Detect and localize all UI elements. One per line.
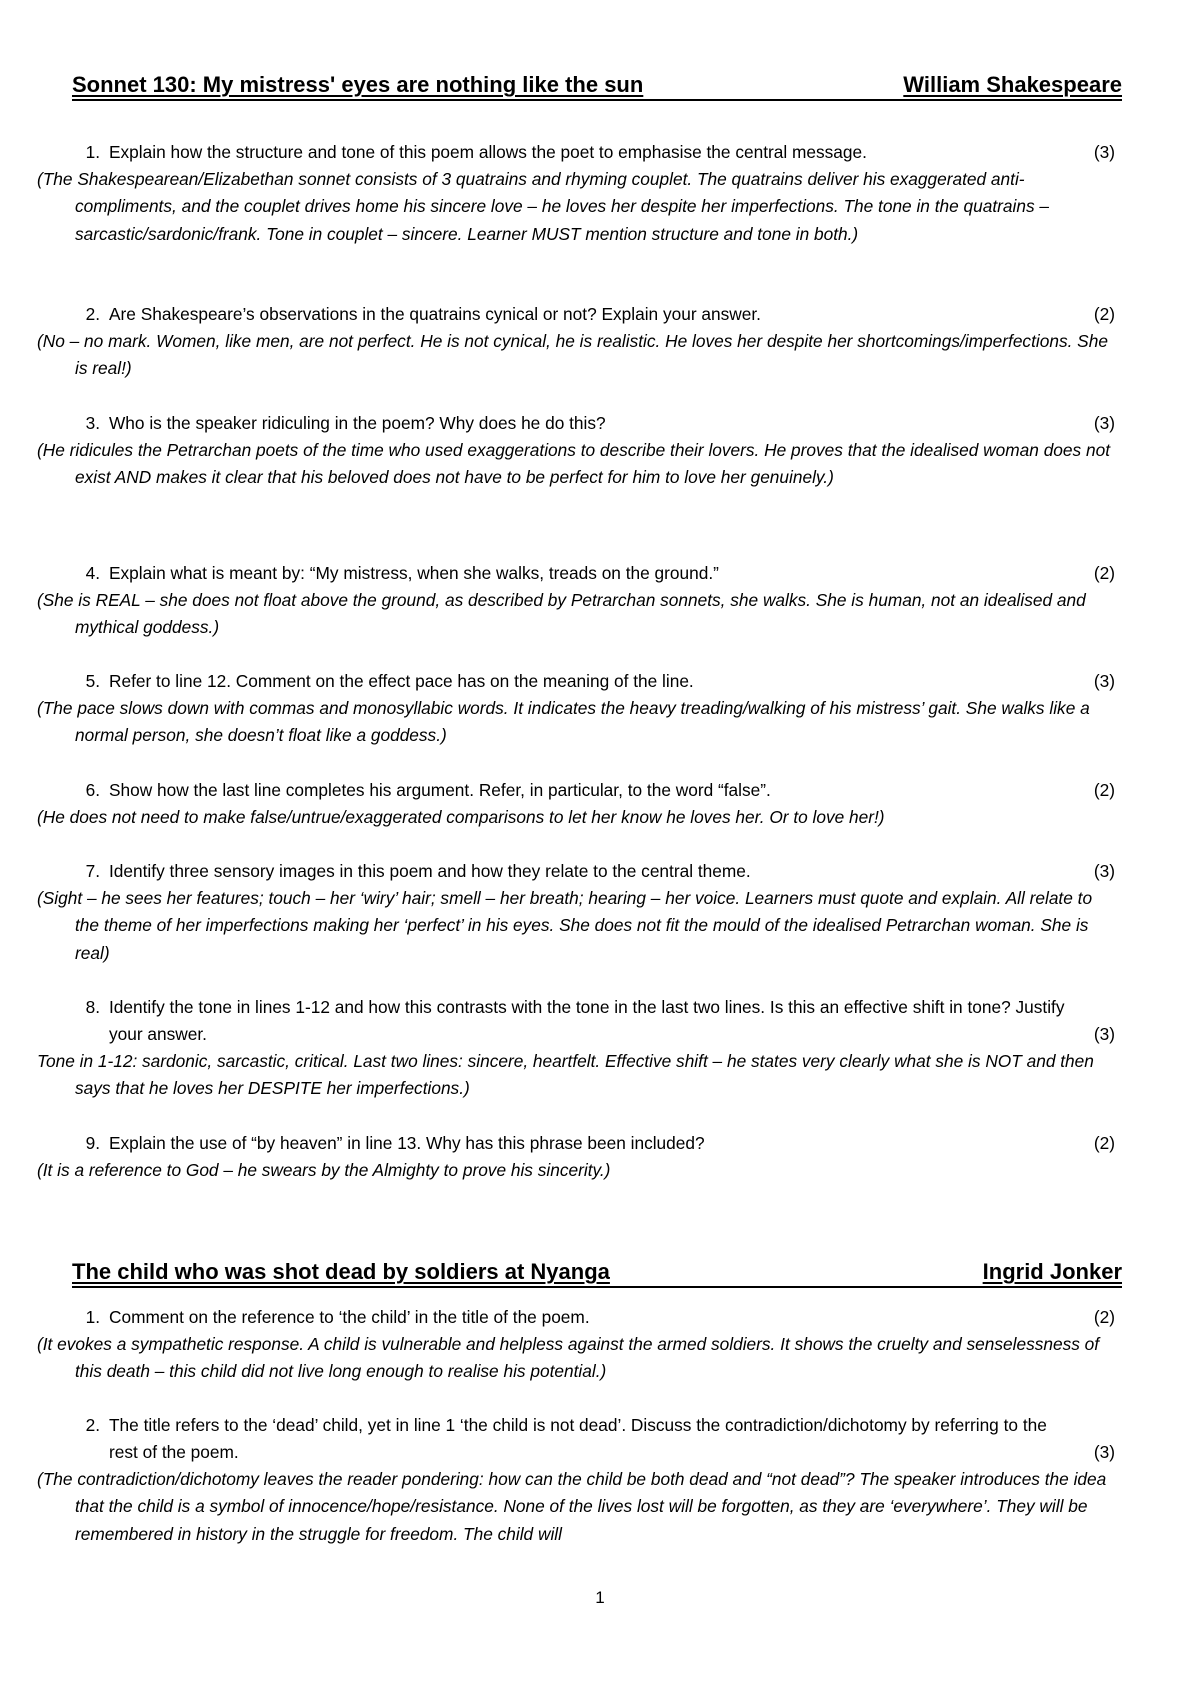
- question-number: 6.: [85, 780, 100, 800]
- question-block: [37, 1412, 1127, 1548]
- answer-text: (The pace slows down with commas and monosyllabic words. It indicates the heavy treading/walking of his mistress’ gait. She walks like a normal person, she doesn’t float like a goddess.): [37, 698, 1090, 746]
- question-number: 8.: [85, 997, 100, 1017]
- answer-text: (He does not need to make false/untrue/exaggerated comparisons to let her know he loves her. Or to love her!): [37, 807, 885, 827]
- question-number: 2.: [85, 304, 100, 324]
- answer-text: (He ridicules the Petrarchan poets of the time who used exaggerations to describe their lovers. He proves that the idealised woman does not exist AND makes it clear that his beloved does not have to be perfect for him to love her genuinely.): [37, 440, 1110, 488]
- question-number: 7.: [85, 861, 100, 881]
- question-marks: (2): [1093, 563, 1115, 583]
- section-heading: [72, 72, 1122, 101]
- question-number: 1.: [85, 142, 100, 162]
- question-marks: (2): [1093, 1133, 1115, 1153]
- answer-text: (She is REAL – she does not float above the ground, as described by Petrarchan sonnets, she walks. She is human, not an idealised and mythical goddess.): [37, 590, 1086, 638]
- question-number: 4.: [85, 563, 100, 583]
- question-marks: (3): [1093, 142, 1115, 162]
- poem-title: The child who was shot dead by soldiers at Nyanga: [72, 1259, 610, 1284]
- answer-text: (The contradiction/dichotomy leaves the reader pondering: how can the child be both dead and “not dead”? The speaker introduces the idea that the child is a symbol of innocence/hope/resistance. None of the lives lost will be forgotten, as they are ‘everywhere’. They will be remembered in history in the struggle for freedom. The child will: [37, 1469, 1107, 1544]
- question-marks: (3): [1093, 671, 1115, 691]
- question-text: Explain how the structure and tone of this poem allows the poet to emphasise the central message.: [109, 142, 867, 162]
- question-block: [37, 410, 1127, 492]
- question-text: The title refers to the ‘dead’ child, yet in line 1 ‘the child is not dead’. Discuss the contradiction/dichotomy by referring to the rest of the poem.: [109, 1415, 1047, 1462]
- question-number: 1.: [85, 1307, 100, 1327]
- question-block: [37, 858, 1127, 967]
- question-marks: (2): [1093, 1307, 1115, 1327]
- answer-text: (It evokes a sympathetic response. A child is vulnerable and helpless against the armed soldiers. It shows the cruelty and senselessness of this death – this child did not live long enough to realise his potential.): [37, 1334, 1100, 1382]
- question-marks: (3): [1093, 861, 1115, 881]
- question-text: Identify the tone in lines 1-12 and how this contrasts with the tone in the last two lines. Is this an effective shift in tone? Justify your answer.: [109, 997, 1065, 1044]
- question-block: [37, 1304, 1127, 1386]
- question-number: 9.: [85, 1133, 100, 1153]
- question-number: 2.: [85, 1415, 100, 1435]
- question-block: [37, 994, 1127, 1103]
- answer-text: (The Shakespearean/Elizabethan sonnet consists of 3 quatrains and rhyming couplet. The quatrains deliver his exaggerated anti-compliments, and the couplet drives home his sincere love – he loves her despite her imperfections. The tone in the quatrains – sarcastic/sardonic/frank. Tone in couplet – sincere. Learner MUST mention structure and tone in both.): [37, 169, 1050, 244]
- question-text: Comment on the reference to ‘the child’ in the title of the poem.: [109, 1307, 590, 1327]
- question-marks: (2): [1093, 780, 1115, 800]
- poem-author: Ingrid Jonker: [982, 1259, 1122, 1284]
- question-number: 5.: [85, 671, 100, 691]
- question-block: [37, 301, 1127, 383]
- question-text: Are Shakespeare’s observations in the quatrains cynical or not? Explain your answer.: [109, 304, 761, 324]
- question-block: [37, 139, 1127, 248]
- question-text: Explain the use of “by heaven” in line 13. Why has this phrase been included?: [109, 1133, 705, 1153]
- question-number: 3.: [85, 413, 100, 433]
- poem-author: William Shakespeare: [903, 72, 1122, 97]
- answer-text: (It is a reference to God – he swears by the Almighty to prove his sincerity.): [37, 1160, 611, 1180]
- question-marks: (3): [1093, 1442, 1115, 1462]
- answer-text: (No – no mark. Women, like men, are not perfect. He is not cynical, he is realistic. He loves her despite her shortcomings/imperfections. She is real!): [37, 331, 1108, 379]
- question-text: Refer to line 12. Comment on the effect pace has on the meaning of the line.: [109, 671, 694, 691]
- answer-text: (Sight – he sees her features; touch – her ‘wiry’ hair; smell – her breath; hearing – her voice. Learners must quote and explain. All relate to the theme of her imperfections making her ‘perfect’ in his eyes. She does not fit the mould of the idealised Petrarchan woman. She is real): [37, 888, 1093, 963]
- question-block: [37, 777, 1127, 831]
- question-block: [37, 560, 1127, 642]
- question-block: [37, 668, 1127, 750]
- poem-title: Sonnet 130: My mistress' eyes are nothing like the sun: [72, 72, 644, 97]
- question-text: Identify three sensory images in this poem and how they relate to the central theme.: [109, 861, 751, 881]
- page-number: 1: [595, 1588, 605, 1607]
- question-marks: (2): [1093, 304, 1115, 324]
- question-text: Who is the speaker ridiculing in the poem? Why does he do this?: [109, 413, 606, 433]
- question-block: [37, 1130, 1127, 1184]
- question-marks: (3): [1093, 1024, 1115, 1044]
- answer-text: Tone in 1-12: sardonic, sarcastic, critical. Last two lines: sincere, heartfelt. Effective shift – he states very clearly what she is NOT and then says that he loves her DESPITE her imperfections.): [37, 1051, 1094, 1099]
- question-marks: (3): [1093, 413, 1115, 433]
- question-text: Show how the last line completes his argument. Refer, in particular, to the word “false”.: [109, 780, 771, 800]
- section-heading: [72, 1259, 1122, 1288]
- question-text: Explain what is meant by: “My mistress, when she walks, treads on the ground.”: [109, 563, 719, 583]
